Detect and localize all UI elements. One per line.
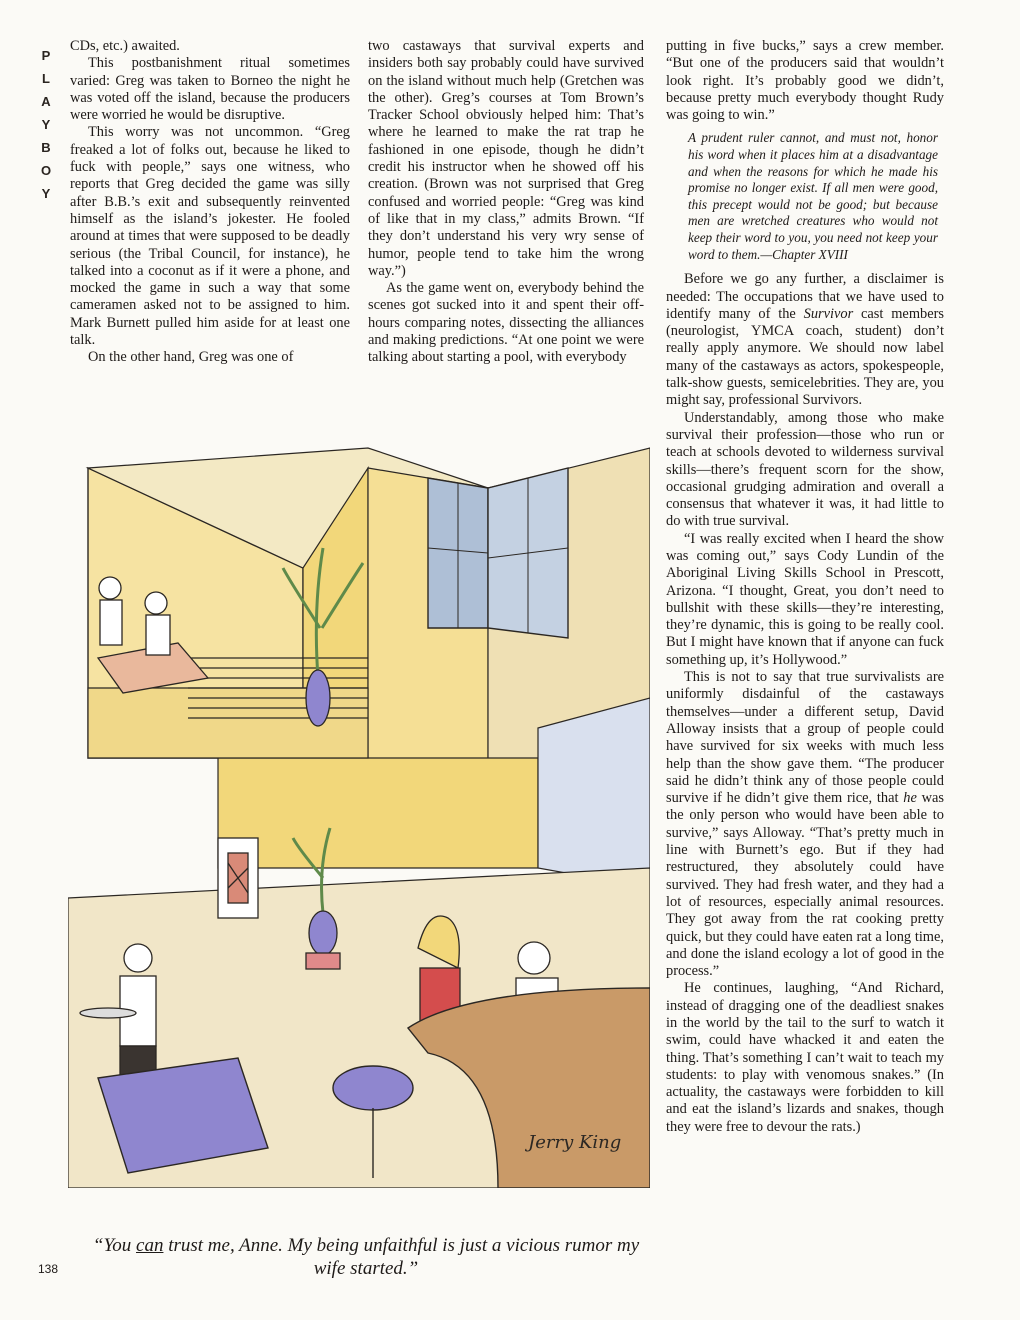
cartoon-caption xyxy=(86,1234,646,1280)
side-label-letter: Y xyxy=(41,117,51,132)
wall-painting xyxy=(218,838,258,918)
side-label-letter: O xyxy=(40,163,52,178)
paragraph: two castaways that survival experts and insiders both say probably could have survived on the island without much help (Gretchen was the other). Greg’s courses at Tom Brown’s Tracker School obviously helped him: That’s where he learned to make the rat trap he fashioned in one episode, though he didn’t credit his instructor when he showed off his creation. (Brown was not surprised that Greg confused and worried people: “Greg was kind of like that in my class,” admits Brown. “If they don’t understand his very wry sense of humor, people tend to take him the wrong way.”) xyxy=(368,38,644,279)
paragraph xyxy=(666,271,944,409)
text-column-1 xyxy=(70,38,350,367)
paragraph: “I was really excited when I heard the show was coming out,” says Cody Lundin of the Aboriginal Living Skills School in Prescott, Arizona. “I thought, Great, you don’t need to bullshit with these skills—they’re interesting, they’re dynamic, this is going to be really cool. But I might have known that if anyone can fuck something up, it’s Hollywood.” xyxy=(666,530,944,668)
caption-emphasis: can xyxy=(136,1235,164,1256)
side-label-letter: Y xyxy=(41,186,51,201)
text-run: This is not to say that true survivalists are uniformly disdainful of the castaways themselves—under a different setup, David Alloway insists that a group of people could have survived for six weeks with much less help than the show gave them. “The producer said he didn’t think any of those people could survive if he didn’t give them rice, that xyxy=(666,669,944,807)
text-run: cast members (neurologist, YMCA coach, student) don’t really apply anymore. We should now label many of the castaways as actors, spokespeople, talk-show guests, semicelebrities. They are, you might say, professional Survivors. xyxy=(666,305,944,409)
paragraph: This worry was not uncommon. “Greg freaked a lot of folks out, because he liked to fuck with people,” says one witness, who reports that Greg decided the game was silly after B.B.’s exit and subsequently reinvented himself as the island’s jokester. He fooled around at times that were supposed to be deadly serious (the Tribal Council, for instance), he talked into a coconut as if it were a phone, and mocked the game in such a way that some cameramen asked not to be assigned to him. Mark Burnett pulled him aside for at least one talk. xyxy=(70,124,350,349)
text-column-2 xyxy=(368,38,644,367)
epigraph-quote: A prudent ruler cannot, and must not, honor his word when it places him at a disadvantage and when the reasons for which he made his promise no longer exist. If all men were good, this precept would not be good; but because men are wretched creatures who would not keep their word to you, you need not keep your word to them.—Chapter XVIII xyxy=(688,130,938,262)
paragraph: putting in five bucks,” says a crew member. “But one of the producers said that wouldn’t look right. It’s probably good we didn’t, because pretty much everybody thought Rudy was going to win.” xyxy=(666,38,944,124)
paragraph: He continues, laughing, “And Richard, instead of dragging one of the deadliest snakes in the world by the tail to the surf to watch it swim, could have whacked it and eaten the thing. That’s something I can’t wait to teach my students: to play with venomous snakes.” (In actuality, the castaways were forbidden to kill and eat the island’s lizards and snakes, though they were free to devour the rats.) xyxy=(666,980,944,1135)
paragraph: As the game went on, everybody behind the scenes got sucked into it and spent their off-hours comparing notes, dissecting the alliances and making predictions. “At one point we were talking about starting a pool, with everybody xyxy=(368,280,644,366)
caption-text: “You xyxy=(92,1235,137,1256)
cartoonist-signature: Jerry King xyxy=(528,1132,622,1153)
paragraph: This postbanishment ritual sometimes varied: Greg was taken to Borneo the night he was voted off the island, because the producers were worried he would be disruptive. xyxy=(70,55,350,124)
text-column-3 xyxy=(666,38,944,1136)
text-run: was the only person who would have been able to survive,” says Alloway. “That’s pretty much in line with Burnett’s ego. But if they had restructured, they absolutely could have survived. They had fresh water, and they had a lot of resources, especially animal resources. They got away from the rat cooking pretty quick, but they could have eaten rat a long time, and done the island ecology a lot of good in the process.” xyxy=(666,790,944,980)
paragraph xyxy=(666,669,944,980)
paragraph: Understandably, among those who make survival their profession—those who run or teach at schools devoted to wilderness survival skills—there’s frequent scorn for the show, occasional grudging admiration and overall a consensus that whatever it was, it had little to do with true survival. xyxy=(666,409,944,530)
cartoon-illustration xyxy=(68,428,650,1188)
side-label-letter: A xyxy=(41,94,51,109)
side-label-letter: P xyxy=(41,48,51,63)
text-run: Before we go any further, a disclaimer is needed: The occupations that we have used to identify many of the xyxy=(666,271,944,322)
side-label-letter: L xyxy=(42,71,50,86)
side-label-letter: B xyxy=(41,140,51,155)
page-number: 138 xyxy=(38,1262,59,1276)
paragraph: On the other hand, Greg was one of xyxy=(88,349,294,366)
paragraph: CDs, etc.) awaited. xyxy=(70,38,180,54)
show-title: Survivor xyxy=(803,305,854,322)
caption-text: trust me, Anne. My being unfaithful is just a vicious rumor my wife started.” xyxy=(163,1235,640,1279)
magazine-side-label xyxy=(38,44,54,205)
emphasis: he xyxy=(903,790,917,807)
